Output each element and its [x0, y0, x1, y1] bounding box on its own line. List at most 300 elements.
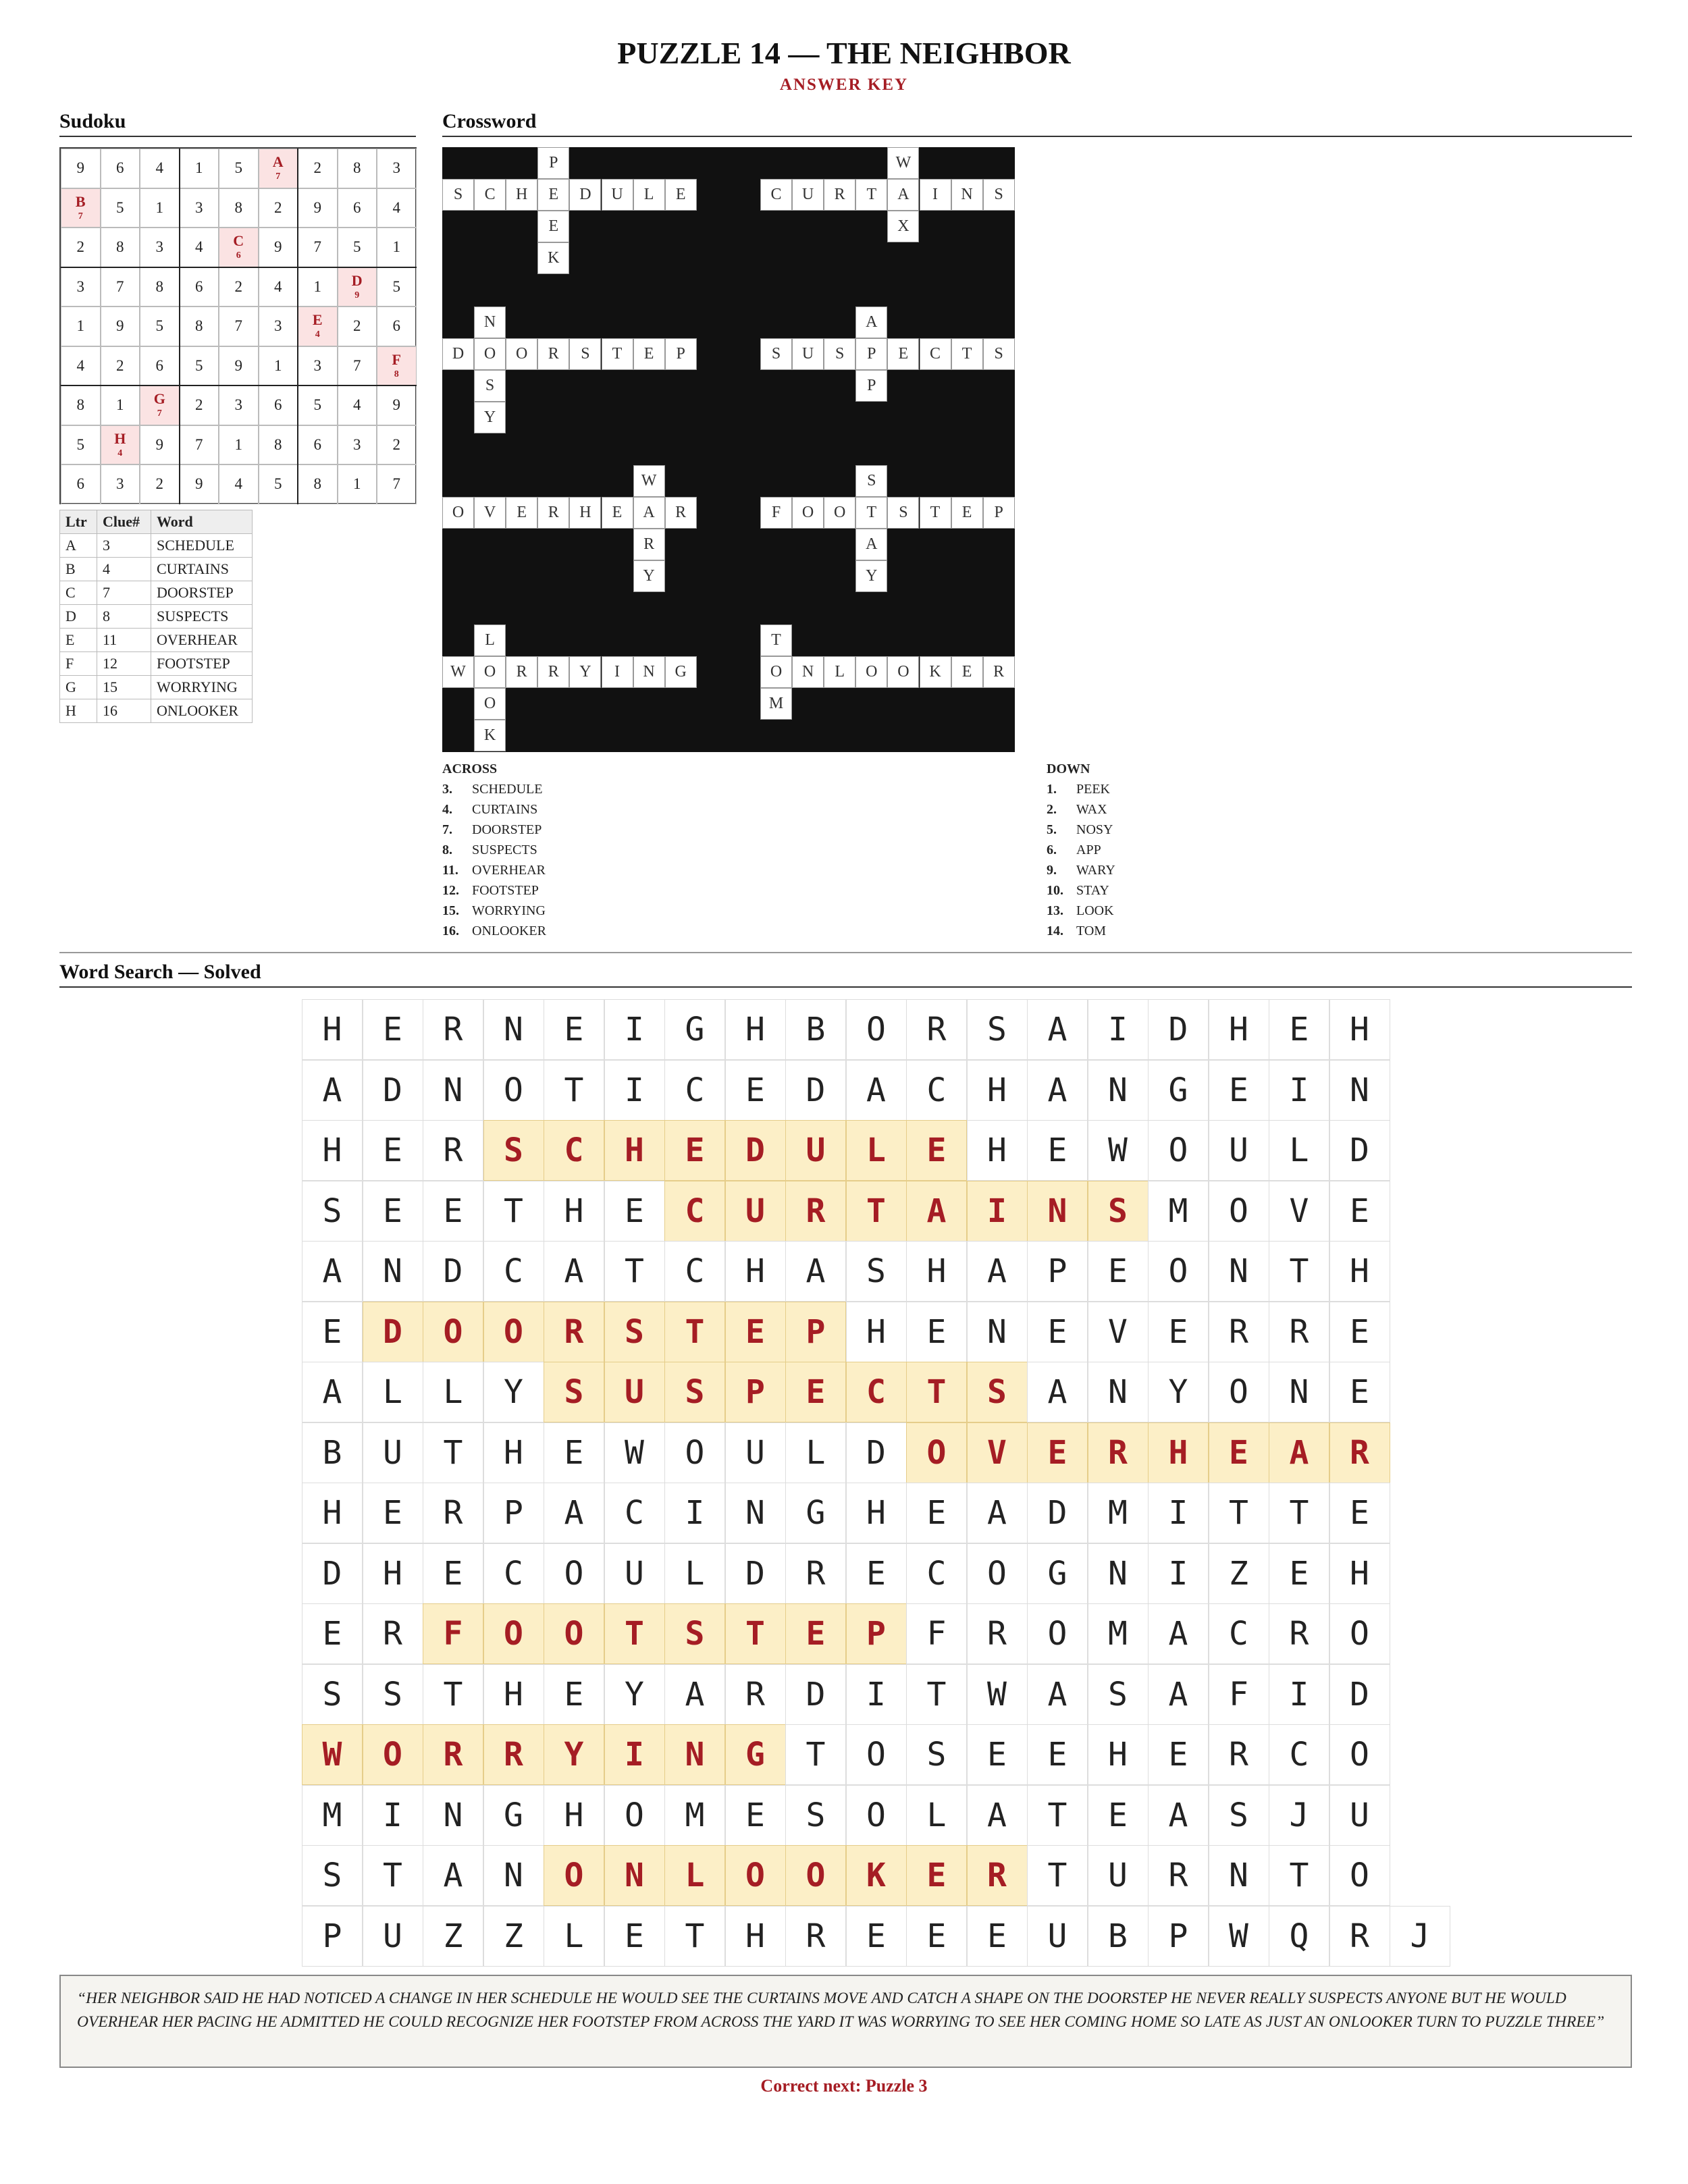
- sudoku-cell: 1: [338, 464, 377, 504]
- clue-number: 16.: [442, 924, 459, 938]
- wordsearch-letter: R: [906, 999, 967, 1060]
- sudoku-cell: 7: [377, 464, 417, 504]
- wordsearch-letter: A: [544, 1241, 604, 1302]
- wordsearch-letter: O: [1329, 1724, 1390, 1785]
- sudoku-cell: 7: [180, 425, 219, 465]
- clue-line: [442, 779, 546, 799]
- wordsearch-found-letter: I: [604, 1724, 665, 1785]
- wordsearch-letter: O: [846, 1785, 907, 1846]
- wordsearch-letter: I: [1269, 1060, 1329, 1121]
- sudoku-cell: 2: [180, 385, 219, 425]
- wordsearch-letter: H: [846, 1302, 907, 1362]
- wordsearch-letter: E: [1088, 1785, 1149, 1846]
- clue-line: [442, 799, 546, 820]
- sudoku-cell: 5: [219, 149, 259, 188]
- wordsearch-letter: B: [302, 1422, 363, 1483]
- wordsearch-letter: S: [302, 1181, 363, 1242]
- wordsearch-letter: E: [906, 1302, 967, 1362]
- wordsearch-letter: D: [785, 1664, 846, 1725]
- wordsearch-found-letter: D: [725, 1120, 786, 1181]
- wordsearch-found-letter: L: [664, 1845, 725, 1906]
- wordsearch-letter: Y: [483, 1362, 544, 1422]
- crossword-cell: W: [633, 465, 665, 497]
- wordsearch-letter: W: [967, 1664, 1028, 1725]
- crossword-grid: [442, 147, 1015, 752]
- sudoku-cell: 6: [377, 307, 417, 346]
- sudoku-cell: 2: [377, 425, 417, 465]
- wordsearch-found-letter: R: [785, 1181, 846, 1242]
- crossword-cell: I: [920, 179, 951, 211]
- sudoku-cell: 3: [61, 267, 101, 307]
- wordsearch-letter: H: [906, 1241, 967, 1302]
- crossword-cell: U: [792, 338, 824, 370]
- wordsearch-letter: N: [1088, 1543, 1149, 1604]
- key-table-cell: 8: [97, 605, 151, 629]
- crossword-cell: P: [665, 338, 697, 370]
- sudoku-cell: 4: [140, 149, 180, 188]
- sudoku-cell-letter: C: [233, 232, 244, 250]
- wordsearch-letter: E: [846, 1543, 907, 1604]
- sudoku-cell: 7: [219, 307, 259, 346]
- across-clues: [442, 759, 546, 941]
- sudoku-cell-digit: 4: [117, 448, 123, 458]
- sudoku-cell: 3: [377, 149, 417, 188]
- wordsearch-found-letter: A: [1269, 1422, 1329, 1483]
- wordsearch-letter: D: [846, 1422, 907, 1483]
- wordsearch-letter: U: [1088, 1845, 1149, 1906]
- wordsearch-letter: E: [302, 1603, 363, 1664]
- wordsearch-found-letter: E: [1209, 1422, 1269, 1483]
- wordsearch-found-letter: P: [785, 1302, 846, 1362]
- key-table-row: [60, 605, 253, 629]
- wordsearch-letter: V: [1269, 1181, 1329, 1242]
- clue-answer: WAX: [1076, 802, 1107, 817]
- key-table-cell: A: [60, 534, 97, 558]
- wordsearch-letter: E: [544, 999, 604, 1060]
- crossword-cell: N: [474, 307, 506, 338]
- wordsearch-letter: L: [906, 1785, 967, 1846]
- clue-answer: STAY: [1076, 883, 1109, 898]
- wordsearch-found-letter: O: [725, 1845, 786, 1906]
- wordsearch-found-letter: T: [664, 1302, 725, 1362]
- wordsearch-letter: T: [1269, 1483, 1329, 1543]
- wordsearch-letter: L: [785, 1422, 846, 1483]
- wordsearch-found-letter: W: [302, 1724, 363, 1785]
- wordsearch-letter: C: [483, 1241, 544, 1302]
- wordsearch-letter: C: [1269, 1724, 1329, 1785]
- sudoku-marked-cell: [338, 267, 377, 307]
- crossword-cell: A: [887, 179, 919, 211]
- wordsearch-letter: J: [1390, 1906, 1450, 1967]
- sudoku-cell: 3: [180, 188, 219, 228]
- clue-answer: LOOK: [1076, 903, 1114, 918]
- sudoku-cell: 6: [61, 464, 101, 504]
- wordsearch-letter: C: [604, 1483, 665, 1543]
- wordsearch-found-letter: A: [906, 1181, 967, 1242]
- wordsearch-found-letter: T: [846, 1181, 907, 1242]
- crossword-cell: A: [633, 497, 665, 529]
- wordsearch-found-letter: O: [363, 1724, 423, 1785]
- clue-number: 4.: [442, 802, 452, 817]
- wordsearch-letter: A: [423, 1845, 483, 1906]
- crossword-cell: R: [665, 497, 697, 529]
- clue-line: [1047, 820, 1115, 840]
- sudoku-cell: 8: [180, 307, 219, 346]
- wordsearch-letter: E: [1148, 1724, 1209, 1785]
- wordsearch-letter: O: [1209, 1181, 1269, 1242]
- wordsearch-found-letter: O: [785, 1845, 846, 1906]
- sudoku-cell: 1: [101, 385, 140, 425]
- wordsearch-letter: A: [1027, 999, 1088, 1060]
- wordsearch-letter: P: [1148, 1906, 1209, 1967]
- crossword-cell: E: [602, 497, 633, 529]
- wordsearch-letter: T: [423, 1422, 483, 1483]
- wordsearch-letter: Z: [423, 1906, 483, 1967]
- crossword-cell: O: [824, 497, 855, 529]
- crossword-cell: K: [474, 720, 506, 751]
- crossword-cell: N: [633, 656, 665, 688]
- wordsearch-found-letter: C: [544, 1120, 604, 1181]
- wordsearch-found-letter: E: [906, 1120, 967, 1181]
- crossword-cell: T: [855, 179, 887, 211]
- wordsearch-found-letter: O: [423, 1302, 483, 1362]
- sudoku-marked-cell: [61, 188, 101, 228]
- sudoku-marked-cell: [377, 346, 417, 386]
- crossword-cell: O: [792, 497, 824, 529]
- wordsearch-letter: R: [785, 1906, 846, 1967]
- wordsearch-found-letter: E: [1027, 1422, 1088, 1483]
- wordsearch-letter: D: [302, 1543, 363, 1604]
- wordsearch-letter: I: [604, 999, 665, 1060]
- crossword-cell: C: [760, 179, 792, 211]
- clue-number: 12.: [442, 883, 459, 898]
- sudoku-cell: 4: [377, 188, 417, 228]
- clue-line: [1047, 840, 1115, 860]
- wordsearch-letter: C: [664, 1241, 725, 1302]
- wordsearch-letter: H: [967, 1060, 1028, 1121]
- clue-line: [442, 820, 546, 840]
- wordsearch-letter: F: [906, 1603, 967, 1664]
- sudoku-cell: 4: [219, 464, 259, 504]
- sudoku-cell: 1: [180, 149, 219, 188]
- wordsearch-letter: G: [664, 999, 725, 1060]
- crossword-cell: M: [760, 688, 792, 720]
- wordsearch-letter: E: [544, 1664, 604, 1725]
- sudoku-cell: 6: [298, 425, 338, 465]
- sudoku-cell: 7: [338, 346, 377, 386]
- sudoku-cell: 8: [140, 267, 180, 307]
- wordsearch-letter: H: [725, 1906, 786, 1967]
- wordsearch-letter: T: [785, 1724, 846, 1785]
- wordsearch-letter: S: [363, 1664, 423, 1725]
- crossword-cell: O: [506, 338, 537, 370]
- crossword-cell: E: [665, 179, 697, 211]
- wordsearch-letter: R: [1209, 1302, 1269, 1362]
- wordsearch-found-letter: S: [604, 1302, 665, 1362]
- wordsearch-letter: C: [664, 1060, 725, 1121]
- wordsearch-found-letter: D: [363, 1302, 423, 1362]
- wordsearch-letter: A: [664, 1664, 725, 1725]
- wordsearch-letter: R: [1269, 1603, 1329, 1664]
- sudoku-cell: 5: [61, 425, 101, 465]
- wordsearch-letter: H: [544, 1785, 604, 1846]
- wordsearch-letter: G: [785, 1483, 846, 1543]
- sudoku-cell: 9: [61, 149, 101, 188]
- wordsearch-letter: A: [544, 1483, 604, 1543]
- wordsearch-letter: N: [725, 1483, 786, 1543]
- crossword-cell: R: [983, 656, 1015, 688]
- wordsearch-letter: N: [483, 999, 544, 1060]
- sudoku-cell: 6: [338, 188, 377, 228]
- clue-line: [442, 840, 546, 860]
- wordsearch-found-letter: T: [725, 1603, 786, 1664]
- wordsearch-letter: R: [423, 1120, 483, 1181]
- sudoku-cell: 5: [259, 464, 298, 504]
- sudoku-cell: 5: [101, 188, 140, 228]
- wordsearch-found-letter: E: [906, 1845, 967, 1906]
- key-table-row: [60, 652, 253, 676]
- crossword-cell: R: [537, 497, 569, 529]
- wordsearch-found-letter: R: [1329, 1422, 1390, 1483]
- wordsearch-letter: H: [483, 1664, 544, 1725]
- sudoku-cell: 5: [140, 307, 180, 346]
- crossword-cell: A: [855, 529, 887, 560]
- sudoku-cell: 8: [259, 425, 298, 465]
- key-table-cell: ONLOOKER: [151, 699, 253, 723]
- wordsearch-found-letter: I: [967, 1181, 1028, 1242]
- clue-line: [442, 860, 546, 880]
- wordsearch-letter: O: [1148, 1120, 1209, 1181]
- wordsearch-letter: E: [604, 1906, 665, 1967]
- clue-number: 10.: [1047, 883, 1063, 898]
- sudoku-cell: 7: [101, 267, 140, 307]
- key-table-row: [60, 581, 253, 605]
- key-table-header-row: [60, 510, 253, 534]
- wordsearch-found-letter: F: [423, 1603, 483, 1664]
- clue-number: 9.: [1047, 863, 1057, 878]
- wordsearch-letter: M: [1088, 1483, 1149, 1543]
- wordsearch-found-letter: O: [483, 1603, 544, 1664]
- clue-line: [1047, 860, 1115, 880]
- wordsearch-letter: O: [664, 1422, 725, 1483]
- crossword-cell: S: [474, 370, 506, 402]
- wordsearch-letter: G: [1027, 1543, 1088, 1604]
- crossword-cell: F: [760, 497, 792, 529]
- wordsearch-letter: I: [1269, 1664, 1329, 1725]
- wordsearch-letter: H: [302, 1120, 363, 1181]
- wordsearch-letter: U: [1027, 1906, 1088, 1967]
- crossword-cell: N: [951, 179, 983, 211]
- wordsearch-letter: E: [363, 1483, 423, 1543]
- crossword-cell: R: [537, 338, 569, 370]
- key-table-cell: FOOTSTEP: [151, 652, 253, 676]
- sudoku-grid: [59, 147, 417, 504]
- wordsearch-letter: L: [544, 1906, 604, 1967]
- clue-answer: WARY: [1076, 863, 1115, 878]
- wordsearch-letter: I: [604, 1060, 665, 1121]
- sudoku-cell: 1: [219, 425, 259, 465]
- wordsearch-letter: E: [906, 1483, 967, 1543]
- wordsearch-letter: E: [1088, 1241, 1149, 1302]
- wordsearch-letter: W: [1209, 1906, 1269, 1967]
- crossword-cell: K: [537, 242, 569, 274]
- sudoku-heading: Sudoku: [59, 110, 416, 137]
- wordsearch-letter: A: [967, 1785, 1028, 1846]
- wordsearch-letter: T: [664, 1906, 725, 1967]
- crossword-cell: H: [506, 179, 537, 211]
- crossword-cell: E: [951, 656, 983, 688]
- key-table-cell: F: [60, 652, 97, 676]
- wordsearch-letter: E: [363, 1181, 423, 1242]
- crossword-cell: P: [855, 370, 887, 402]
- sudoku-cell: 8: [298, 464, 338, 504]
- wordsearch-letter: O: [1209, 1362, 1269, 1422]
- page-title: PUZZLE 14 — THE NEIGHBOR: [617, 36, 1071, 70]
- wordsearch-letter: H: [846, 1483, 907, 1543]
- wordsearch-letter: E: [1269, 999, 1329, 1060]
- crossword-cell: E: [537, 179, 569, 211]
- wordsearch-letter: E: [1329, 1302, 1390, 1362]
- key-table-row: [60, 676, 253, 699]
- wordsearch-letter: O: [1329, 1603, 1390, 1664]
- crossword-cell: X: [887, 211, 919, 242]
- clue-answer: FOOTSTEP: [472, 883, 539, 898]
- clue-number: 1.: [1047, 782, 1057, 797]
- wordsearch-letter: E: [363, 1120, 423, 1181]
- sudoku-cell: 4: [61, 346, 101, 386]
- clue-answer: CURTAINS: [472, 802, 538, 817]
- wordsearch-letter: H: [483, 1422, 544, 1483]
- wordsearch-letter: R: [423, 1483, 483, 1543]
- crossword-cell: Y: [633, 560, 665, 592]
- clue-line: [1047, 799, 1115, 820]
- wordsearch-letter: U: [363, 1422, 423, 1483]
- sudoku-cell: 3: [298, 346, 338, 386]
- sudoku-cell-letter: E: [312, 311, 323, 329]
- sudoku-cell: 9: [140, 425, 180, 465]
- wordsearch-found-letter: O: [906, 1422, 967, 1483]
- wordsearch-letter: I: [846, 1664, 907, 1725]
- crossword-cell: D: [569, 179, 601, 211]
- sudoku-box-divider: [61, 385, 417, 386]
- wordsearch-letter: R: [363, 1603, 423, 1664]
- wordsearch-letter: P: [1027, 1241, 1088, 1302]
- wordsearch-letter: R: [725, 1664, 786, 1725]
- wordsearch-letter: L: [664, 1543, 725, 1604]
- wordsearch-letter: R: [423, 999, 483, 1060]
- crossword-cell: S: [887, 497, 919, 529]
- wordsearch-letter: A: [1148, 1664, 1209, 1725]
- wordsearch-letter: J: [1269, 1785, 1329, 1846]
- sudoku-cell: 8: [219, 188, 259, 228]
- wordsearch-letter: G: [1148, 1060, 1209, 1121]
- key-col-letter: Ltr: [60, 510, 97, 534]
- across-heading: ACROSS: [442, 762, 498, 776]
- wordsearch-found-letter: H: [604, 1120, 665, 1181]
- wordsearch-letter: Q: [1269, 1906, 1329, 1967]
- wordsearch-letter: Z: [1209, 1543, 1269, 1604]
- wordsearch-letter: A: [1148, 1603, 1209, 1664]
- key-table-cell: B: [60, 558, 97, 581]
- sudoku-cell: 5: [298, 385, 338, 425]
- key-table-cell: 15: [97, 676, 151, 699]
- clue-answer: PEEK: [1076, 782, 1110, 797]
- sudoku-marked-cell: [219, 228, 259, 267]
- wordsearch-letter: T: [1209, 1483, 1269, 1543]
- wordsearch-found-letter: E: [785, 1603, 846, 1664]
- clue-number: 3.: [442, 782, 452, 797]
- wordsearch-letter: H: [302, 1483, 363, 1543]
- sudoku-cell: 6: [101, 149, 140, 188]
- sudoku-cell-digit: 7: [78, 211, 83, 221]
- wordsearch-letter: P: [483, 1483, 544, 1543]
- wordsearch-letter: R: [1148, 1845, 1209, 1906]
- key-table-cell: E: [60, 629, 97, 652]
- wordsearch-letter: D: [1329, 1664, 1390, 1725]
- wordsearch-letter: A: [1027, 1664, 1088, 1725]
- crossword-cell: O: [855, 656, 887, 688]
- wordsearch-letter: I: [363, 1785, 423, 1846]
- wordsearch-letter: M: [302, 1785, 363, 1846]
- crossword-cell: K: [920, 656, 951, 688]
- crossword-cell: O: [474, 656, 506, 688]
- key-col-clue: Clue#: [97, 510, 151, 534]
- clue-line: [442, 880, 546, 901]
- crossword-cell: Y: [855, 560, 887, 592]
- page-subtitle: ANSWER KEY: [779, 76, 909, 94]
- wordsearch-letter: A: [302, 1060, 363, 1121]
- sudoku-cell: 3: [259, 307, 298, 346]
- sudoku-cell-letter: D: [351, 271, 363, 289]
- clue-answer: TOM: [1076, 924, 1107, 938]
- wordsearch-letter: O: [1027, 1603, 1088, 1664]
- wordsearch-letter: H: [1088, 1724, 1149, 1785]
- key-table-cell: G: [60, 676, 97, 699]
- sudoku-cell: 9: [219, 346, 259, 386]
- sudoku-marked-cell: [298, 307, 338, 346]
- crossword-cell: Y: [569, 656, 601, 688]
- clue-answer: OVERHEAR: [472, 863, 546, 878]
- wordsearch-letter: S: [1209, 1785, 1269, 1846]
- wordsearch-found-letter: U: [785, 1120, 846, 1181]
- wordsearch-letter: N: [363, 1241, 423, 1302]
- wordsearch-letter: D: [725, 1543, 786, 1604]
- wordsearch-letter: B: [785, 999, 846, 1060]
- wordsearch-letter: E: [1027, 1120, 1088, 1181]
- wordsearch-letter: A: [302, 1241, 363, 1302]
- crossword-cell: S: [760, 338, 792, 370]
- crossword-cell: E: [951, 497, 983, 529]
- crossword-cell: N: [792, 656, 824, 688]
- solution-quote: “HER NEIGHBOR SAID HE HAD NOTICED A CHANGE IN HER SCHEDULE HE WOULD SEE THE CURTAINS MOVE AND CATCH A SHAPE ON THE DOORSTEP HE NEVER REALLY SUSPECTS ANYONE BUT HE WOULD OVERHEAR HER PACING HE ADMITTED HE COULD RECOGNIZE HER FOOTSTEP FROM ACROSS THE YARD IT WAS WORRYING TO SEE HER COMING HOME SO LATE AS JUST AN ONLOOKER TURN TO PUZZLE THREE”: [59, 1975, 1632, 2068]
- wordsearch-letter: Y: [604, 1664, 665, 1725]
- crossword-cell: S: [569, 338, 601, 370]
- wordsearch-letter: O: [604, 1785, 665, 1846]
- wordsearch-letter: E: [423, 1181, 483, 1242]
- wordsearch-letter: L: [423, 1362, 483, 1422]
- crossword-cell: I: [602, 656, 633, 688]
- sudoku-cell: 1: [377, 228, 417, 267]
- wordsearch-letter: E: [725, 1060, 786, 1121]
- sudoku-marked-cell: [101, 425, 140, 465]
- clue-line: [1047, 779, 1115, 799]
- wordsearch-letter: A: [967, 1483, 1028, 1543]
- sudoku-cell: 9: [298, 188, 338, 228]
- sudoku-cell: 2: [61, 228, 101, 267]
- sudoku-cell: 6: [259, 385, 298, 425]
- wordsearch-found-letter: N: [1027, 1181, 1088, 1242]
- clue-number: 2.: [1047, 802, 1057, 817]
